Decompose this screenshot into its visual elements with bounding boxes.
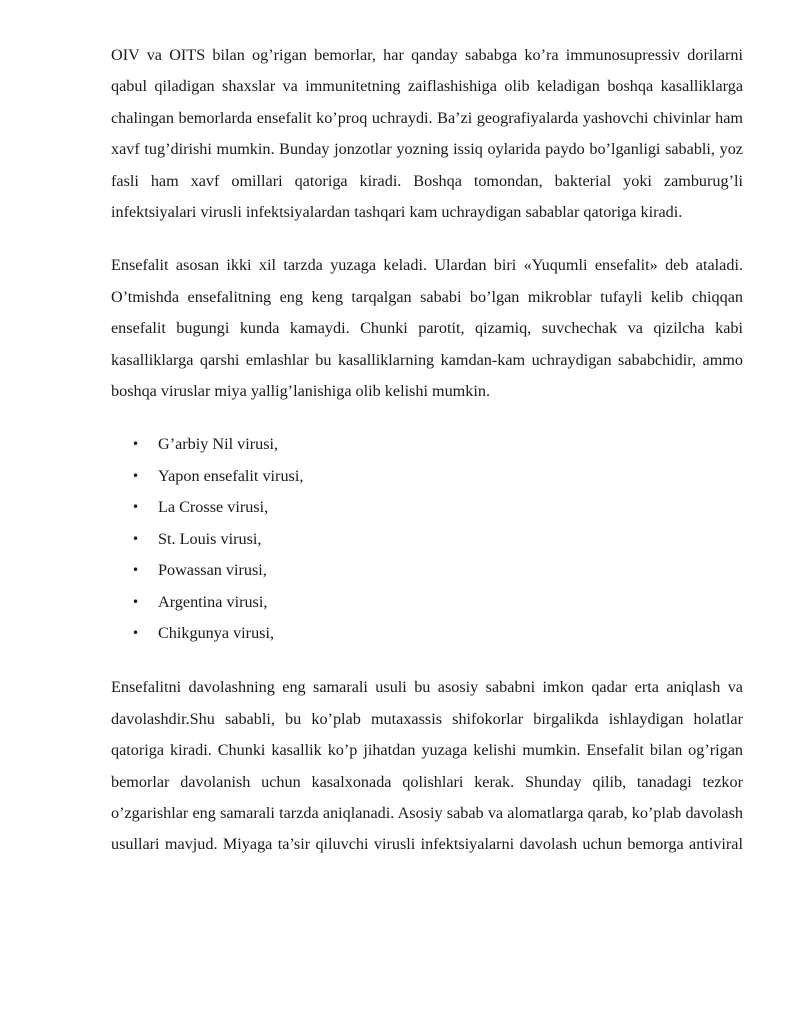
list-item-text: Powassan virusi, bbox=[158, 561, 267, 580]
bullet-icon: • bbox=[132, 500, 140, 515]
list-item bbox=[111, 524, 743, 555]
list-item-text: Chikgunya virusi, bbox=[158, 623, 275, 642]
list-item-text: G’arbiy Nil virusi, bbox=[158, 435, 279, 454]
list-item bbox=[111, 461, 743, 492]
virus-list bbox=[111, 429, 743, 649]
bullet-icon: • bbox=[132, 437, 140, 452]
list-item-text: Yapon ensefalit virusi, bbox=[158, 466, 304, 485]
list-item bbox=[111, 555, 743, 586]
list-item bbox=[111, 492, 743, 523]
list-item-text: St. Louis virusi, bbox=[158, 529, 262, 548]
list-item-text: La Crosse virusi, bbox=[158, 498, 269, 517]
paragraph-risk-factors: OIV va OITS bilan og’rigan bemorlar, har qanday sababga ko’ra immunosupressiv dorilarni qabul qiladigan shaxslar va immunitetning zaiflashishiga olib keladigan boshqa kasalliklarga chalingan bemorlarda ensefalit ko’proq uchraydi. Ba’zi geografiyalarda yashovchi chivinlar ham xavf tug’dirishi mumkin. Bunday jonzotlar yozning issiq oylarida paydo bo’lganligi sababli, yoz fasli ham xavf omillari qatoriga kiradi. Boshqa tomondan, bakterial yoki zamburug’li infektsiyalari virusli infektsiyalardan tashqari kam uchraydigan sabablar qatoriga kiradi. bbox=[111, 46, 743, 222]
bullet-icon: • bbox=[132, 625, 140, 640]
document-body bbox=[111, 40, 743, 861]
paragraph-encephalitis-types: Ensefalit asosan ikki xil tarzda yuzaga keladi. Ulardan biri «Yuqumli ensefalit» deb ataladi. O’tmishda ensefalitning eng keng tarqalgan sababi bo’lgan mikroblar tufayli kelib chiqqan ensefalit bugungi kunda kamaydi. Chunki parotit, qizamiq, suvchechak va qizilcha kabi kasalliklarga qarshi emlashlar bu kasalliklarning kamdan-kam uchraydigan sababchidir, ammo boshqa viruslar miya yallig’lanishiga olib kelishi mumkin. bbox=[111, 256, 743, 401]
bullet-icon: • bbox=[132, 468, 140, 483]
bullet-icon: • bbox=[132, 594, 140, 609]
bullet-icon: • bbox=[132, 563, 140, 578]
list-item bbox=[111, 587, 743, 618]
bullet-icon: • bbox=[132, 531, 140, 546]
list-item bbox=[111, 429, 743, 460]
list-item bbox=[111, 618, 743, 649]
paragraph-treatment: Ensefalitni davolashning eng samarali usuli bu asosiy sababni imkon qadar erta aniqlash va davolashdir.Shu sababli, bu ko’plab mutaxassis shifokorlar birgalikda ishlaydigan holatlar qatoriga kiradi. Chunki kasallik ko’p jihatdan yuzaga kelishi mumkin. Ensefalit bilan og’rigan bemorlar davolanish uchun kasalxonada qolishlari kerak. Shunday qilib, tanadagi tezkor o’zgarishlar eng samarali tarzda aniqlanadi. Asosiy sabab va alomatlarga qarab, ko’plab davolash usullari mavjud. Miyaga ta’sir qiluvchi virusli infektsiyalarni davolash uchun bemorga antiviral bbox=[111, 678, 743, 854]
list-item-text: Argentina virusi, bbox=[158, 592, 268, 611]
